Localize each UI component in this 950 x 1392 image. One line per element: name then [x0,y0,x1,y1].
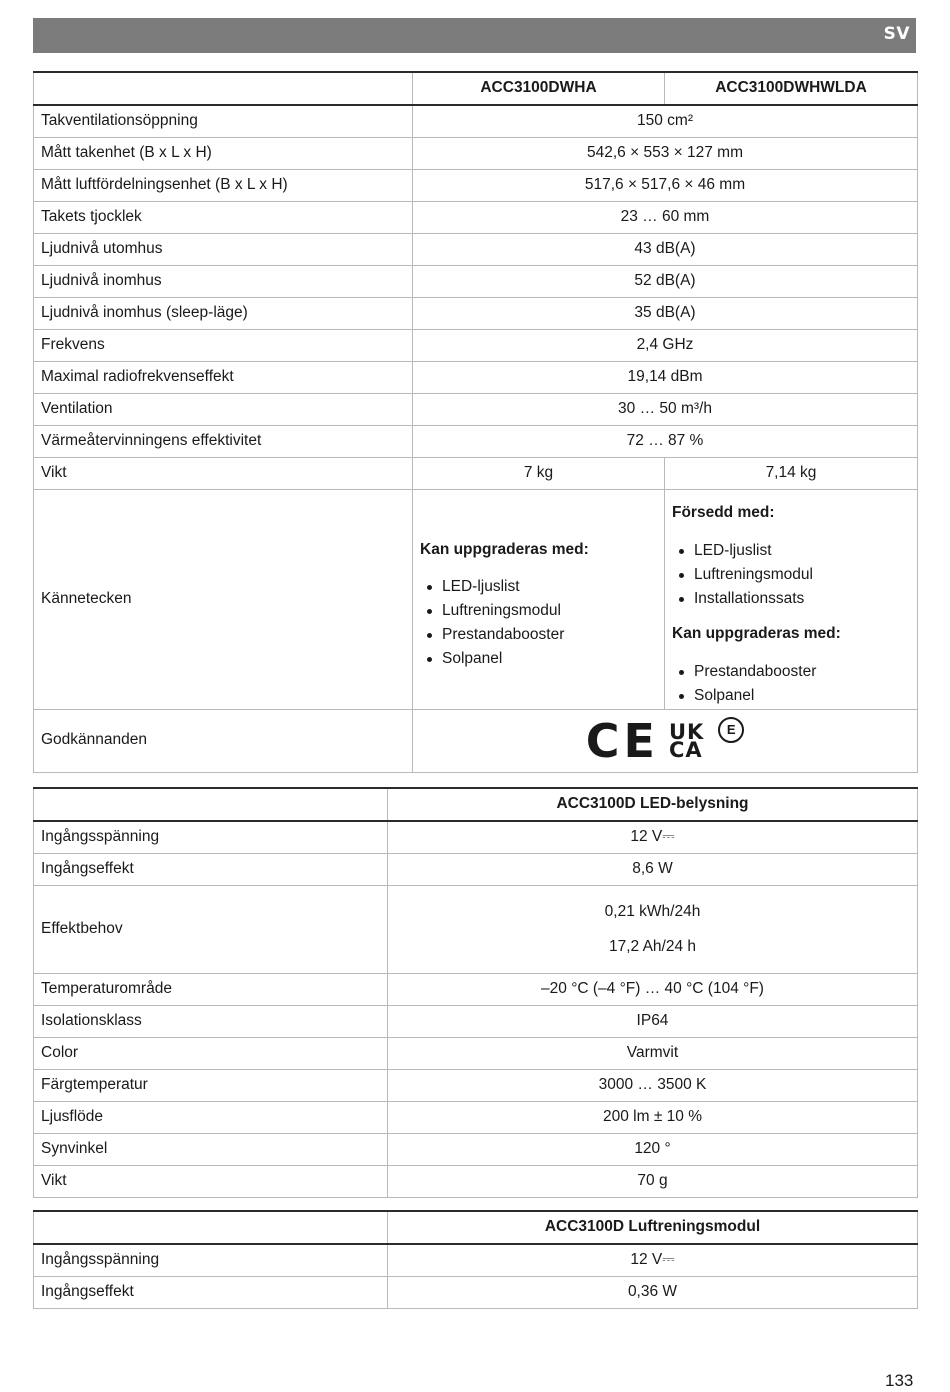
header-blank [34,788,388,821]
approvals-label: Godkännanden [34,709,413,772]
spec-label: Värmeåtervinningens effektivitet [34,425,413,457]
spec-label: Temperaturområde [34,973,388,1005]
spec-row [34,329,918,361]
spec-row [34,1101,918,1133]
spec-row [34,1165,918,1197]
spec-label: Frekvens [34,329,413,361]
column-header-model-a: ACC3100DWHA [413,72,665,105]
features-col-a [413,489,665,709]
weight-value-a: 7 kg [413,457,665,489]
spec-label: Ingångseffekt [34,853,388,885]
spec-table-main [33,71,918,773]
spec-value: 3000 … 3500 K [388,1069,918,1101]
spec-row [34,105,918,137]
spec-label: Ljudnivå inomhus [34,265,413,297]
effekt-value: 0,21 kWh/24h [604,903,701,920]
spec-value: 43 dB(A) [413,233,918,265]
spec-row [34,201,918,233]
spec-value: Varmvit [388,1037,918,1069]
features-a-list [420,575,657,671]
spec-row [34,361,918,393]
column-header-model-b: ACC3100DWHWLDA [665,72,918,105]
spec-label: Maximal radiofrekvenseffekt [34,361,413,393]
spec-label: Mått takenhet (B x L x H) [34,137,413,169]
spec-value: 200 lm ± 10 % [388,1101,918,1133]
spec-label: Takets tjocklek [34,201,413,233]
spec-table-led [33,787,918,1198]
effekt-values [388,885,918,973]
e-mark-icon: E [718,717,744,743]
list-item: LED-ljuslist [442,575,657,599]
spec-row [34,1037,918,1069]
spec-label: Color [34,1037,388,1069]
spec-row [34,425,918,457]
language-code: SV [883,24,910,44]
spec-row [34,1005,918,1037]
weight-row [34,457,918,489]
list-item: Solpanel [694,684,910,708]
list-item: LED-ljuslist [694,539,910,563]
features-b-title: Försedd med: [672,504,775,522]
spec-value: 2,4 GHz [413,329,918,361]
features-b-title2: Kan uppgraderas med: [672,625,841,642]
language-header-bar [33,18,916,53]
spec-table-air-purifier [33,1210,918,1309]
list-item: Prestandabooster [694,660,910,684]
approval-marks [420,711,910,771]
spec-label: Färgtemperatur [34,1069,388,1101]
features-b-list2 [672,660,910,708]
spec-value: –20 °C (–4 °F) … 40 °C (104 °F) [388,973,918,1005]
ce-mark-icon: C E [585,713,655,768]
spec-label: Ingångsspänning [34,821,388,853]
page-number: 133 [885,1371,914,1390]
spec-row [34,393,918,425]
list-item: Luftreningsmodul [694,563,910,587]
spec-label: Takventilationsöppning [34,105,413,137]
effekt-label: Effektbehov [34,885,388,973]
spec-row [34,137,918,169]
spec-label: Ljudnivå utomhus [34,233,413,265]
spec-row [34,297,918,329]
spec-value: 8,6 W [388,853,918,885]
spec-row [34,265,918,297]
spec-row [34,1244,918,1276]
spec-row [34,1069,918,1101]
approval-marks-cell [413,709,918,772]
features-label: Kännetecken [34,489,413,709]
spec-row [34,853,918,885]
list-item: Luftreningsmodul [442,599,657,623]
spec-value: 517,6 × 517,6 × 46 mm [413,169,918,201]
spec-value: 70 g [388,1165,918,1197]
approvals-row [34,709,918,772]
spec-label: Synvinkel [34,1133,388,1165]
spec-label: Vikt [34,1165,388,1197]
effekt-value: 17,2 Ah/24 h [608,938,697,955]
spec-row [34,233,918,265]
header-blank [34,1211,388,1244]
spec-value: 30 … 50 m³/h [413,393,918,425]
spec-value: 52 dB(A) [413,265,918,297]
spec-label: Ingångsspänning [34,1244,388,1276]
spec-value: 542,6 × 553 × 127 mm [413,137,918,169]
list-item: Solpanel [442,647,657,671]
column-header-led: ACC3100D LED-belysning [388,788,918,821]
features-b-list [672,539,910,611]
features-col-b [665,489,918,709]
spec-value: 35 dB(A) [413,297,918,329]
spec-row [34,973,918,1005]
features-row [34,489,918,709]
spec-label: Mått luftfördelningsenhet (B x L x H) [34,169,413,201]
spec-value: IP64 [388,1005,918,1037]
spec-row [34,1133,918,1165]
effekt-row [34,885,918,973]
weight-label: Vikt [34,457,413,489]
spec-row [34,821,918,853]
spec-row [34,1276,918,1308]
spec-value: 19,14 dBm [413,361,918,393]
spec-label: Ingångseffekt [34,1276,388,1308]
list-item: Installationssats [694,587,910,611]
spec-label: Isolationsklass [34,1005,388,1037]
spec-value: 150 cm² [413,105,918,137]
ukca-mark-icon: UK CA [668,719,705,762]
header-blank [34,72,413,105]
spec-value: 120 ° [388,1133,918,1165]
column-header-air-purifier: ACC3100D Luftreningsmodul [388,1211,918,1244]
weight-value-b: 7,14 kg [665,457,918,489]
spec-label: Ljudnivå inomhus (sleep-läge) [34,297,413,329]
list-item: Prestandabooster [442,623,657,647]
spec-value: 0,36 W [388,1276,918,1308]
spec-label: Ljusflöde [34,1101,388,1133]
features-a-title: Kan uppgraderas med: [420,540,589,558]
spec-label: Ventilation [34,393,413,425]
spec-value: 12 V⎓ [388,1244,918,1276]
spec-value: 23 … 60 mm [413,201,918,233]
spec-row [34,169,918,201]
spec-value: 72 … 87 % [413,425,918,457]
spec-value: 12 V⎓ [388,821,918,853]
